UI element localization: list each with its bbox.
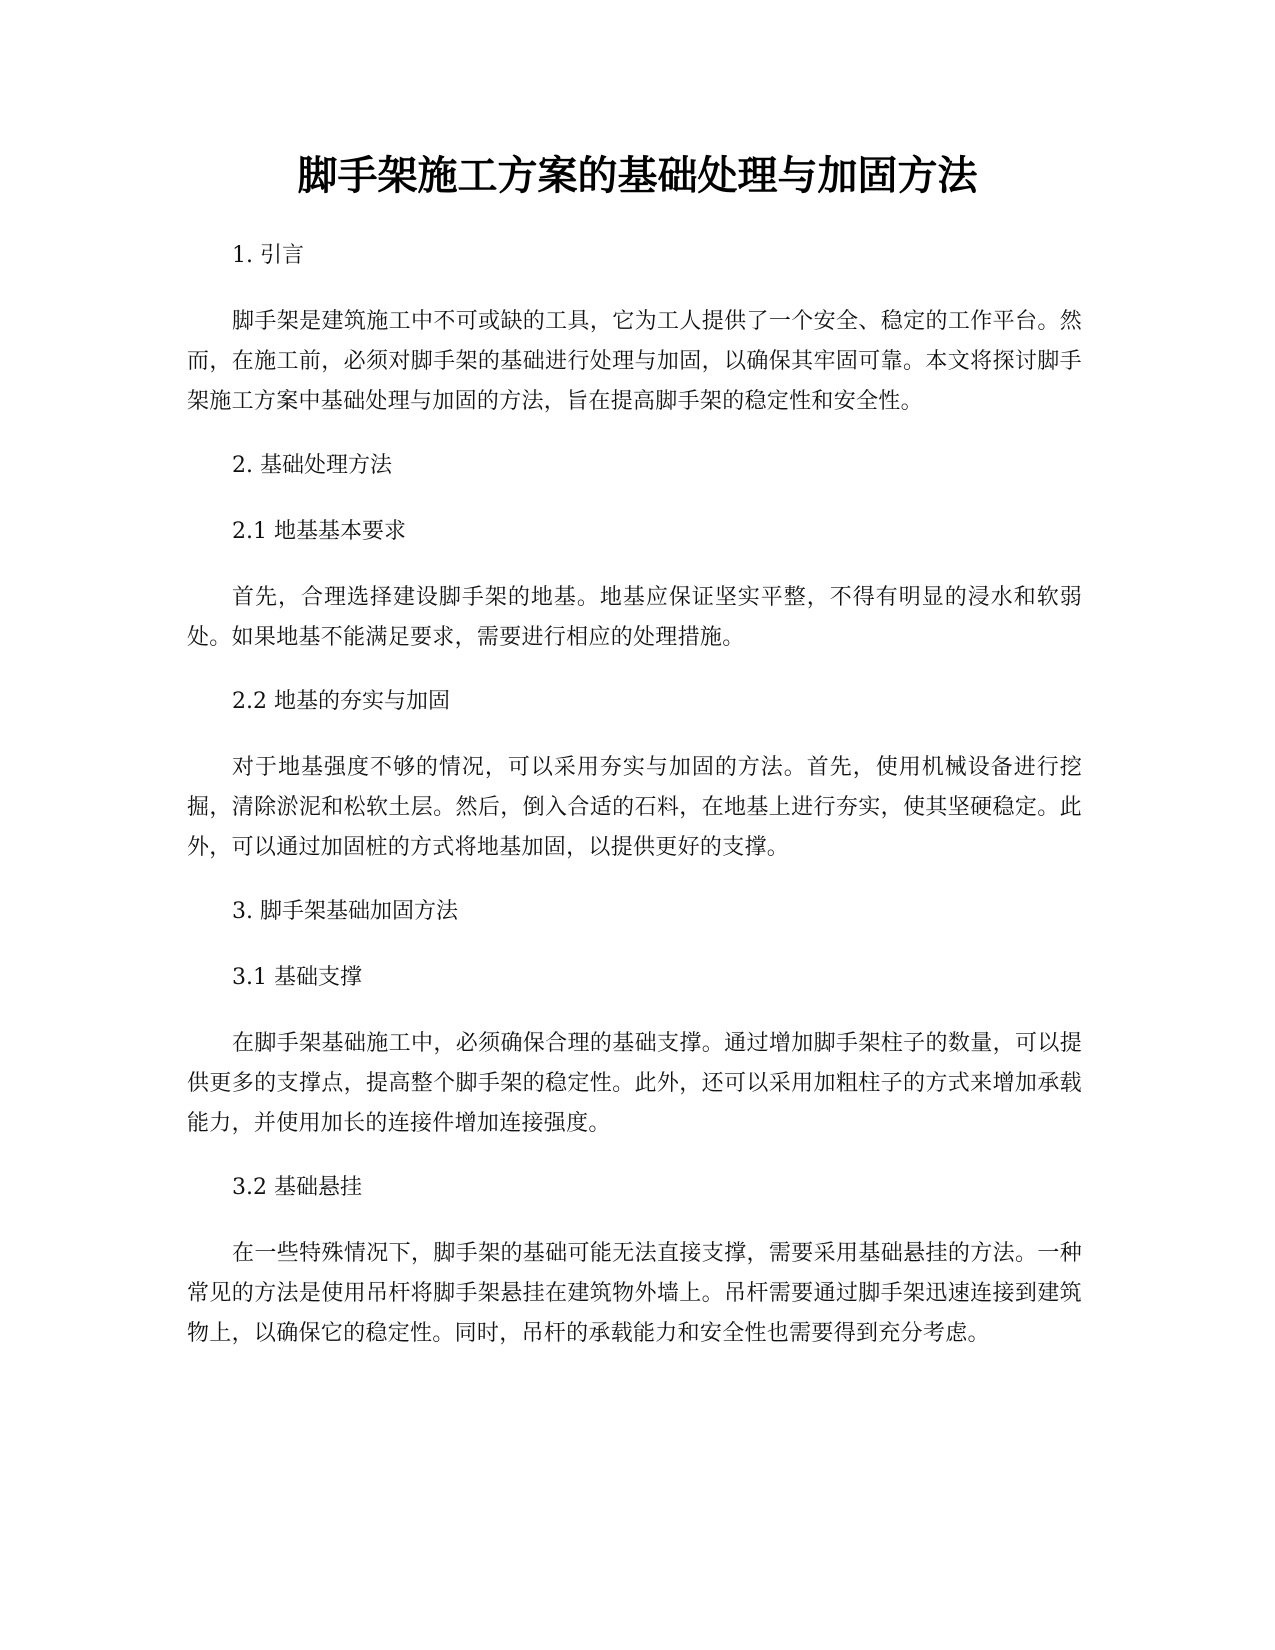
subsection-heading-basic-requirements: 2.1 地基基本要求: [232, 519, 406, 544]
paragraph-intro: 脚手架是建筑施工中不可或缺的工具，它为工人提供了一个安全、稳定的工作平台。然而，在施工前，必须对脚手架的基础进行处理与加固，以确保其牢固可靠。本文将探讨脚手架施工方案中基础处理与加固的方法，旨在提高脚手架的稳定性和安全性。: [187, 309, 1082, 414]
section-heading-reinforcement: 3. 脚手架基础加固方法: [232, 899, 458, 924]
page-title: 脚手架施工方案的基础处理与加固方法: [297, 153, 978, 199]
paragraph-suspension: 在一些特殊情况下，脚手架的基础可能无法直接支撑，需要采用基础悬挂的方法。一种常见的方法是使用吊杆将脚手架悬挂在建筑物外墙上。吊杆需要通过脚手架迅速连接到建筑物上，以确保它的稳定性。同时，吊杆的承载能力和安全性也需要得到充分考虑。: [187, 1241, 1082, 1346]
document-body: [187, 236, 1082, 1354]
subsection-heading-compaction: 2.2 地基的夯实与加固: [232, 689, 450, 714]
subsection-heading-support: 3.1 基础支撑: [232, 965, 362, 990]
section-heading-intro: 1. 引言: [232, 243, 304, 268]
subsection-heading-suspension: 3.2 基础悬挂: [232, 1175, 362, 1200]
section-heading-foundation-treatment: 2. 基础处理方法: [232, 453, 392, 478]
paragraph-compaction: 对于地基强度不够的情况，可以采用夯实与加固的方法。首先，使用机械设备进行挖掘，清除淤泥和松软土层。然后，倒入合适的石料，在地基上进行夯实，使其坚硬稳定。此外，可以通过加固桩的方式将地基加固，以提供更好的支撑。: [187, 755, 1082, 860]
paragraph-basic-requirements: 首先，合理选择建设脚手架的地基。地基应保证坚实平整，不得有明显的浸水和软弱处。如果地基不能满足要求，需要进行相应的处理措施。: [187, 585, 1082, 650]
paragraph-support: 在脚手架基础施工中，必须确保合理的基础支撑。通过增加脚手架柱子的数量，可以提供更多的支撑点，提高整个脚手架的稳定性。此外，还可以采用加粗柱子的方式来增加承载能力，并使用加长的连接件增加连接强度。: [187, 1031, 1082, 1136]
